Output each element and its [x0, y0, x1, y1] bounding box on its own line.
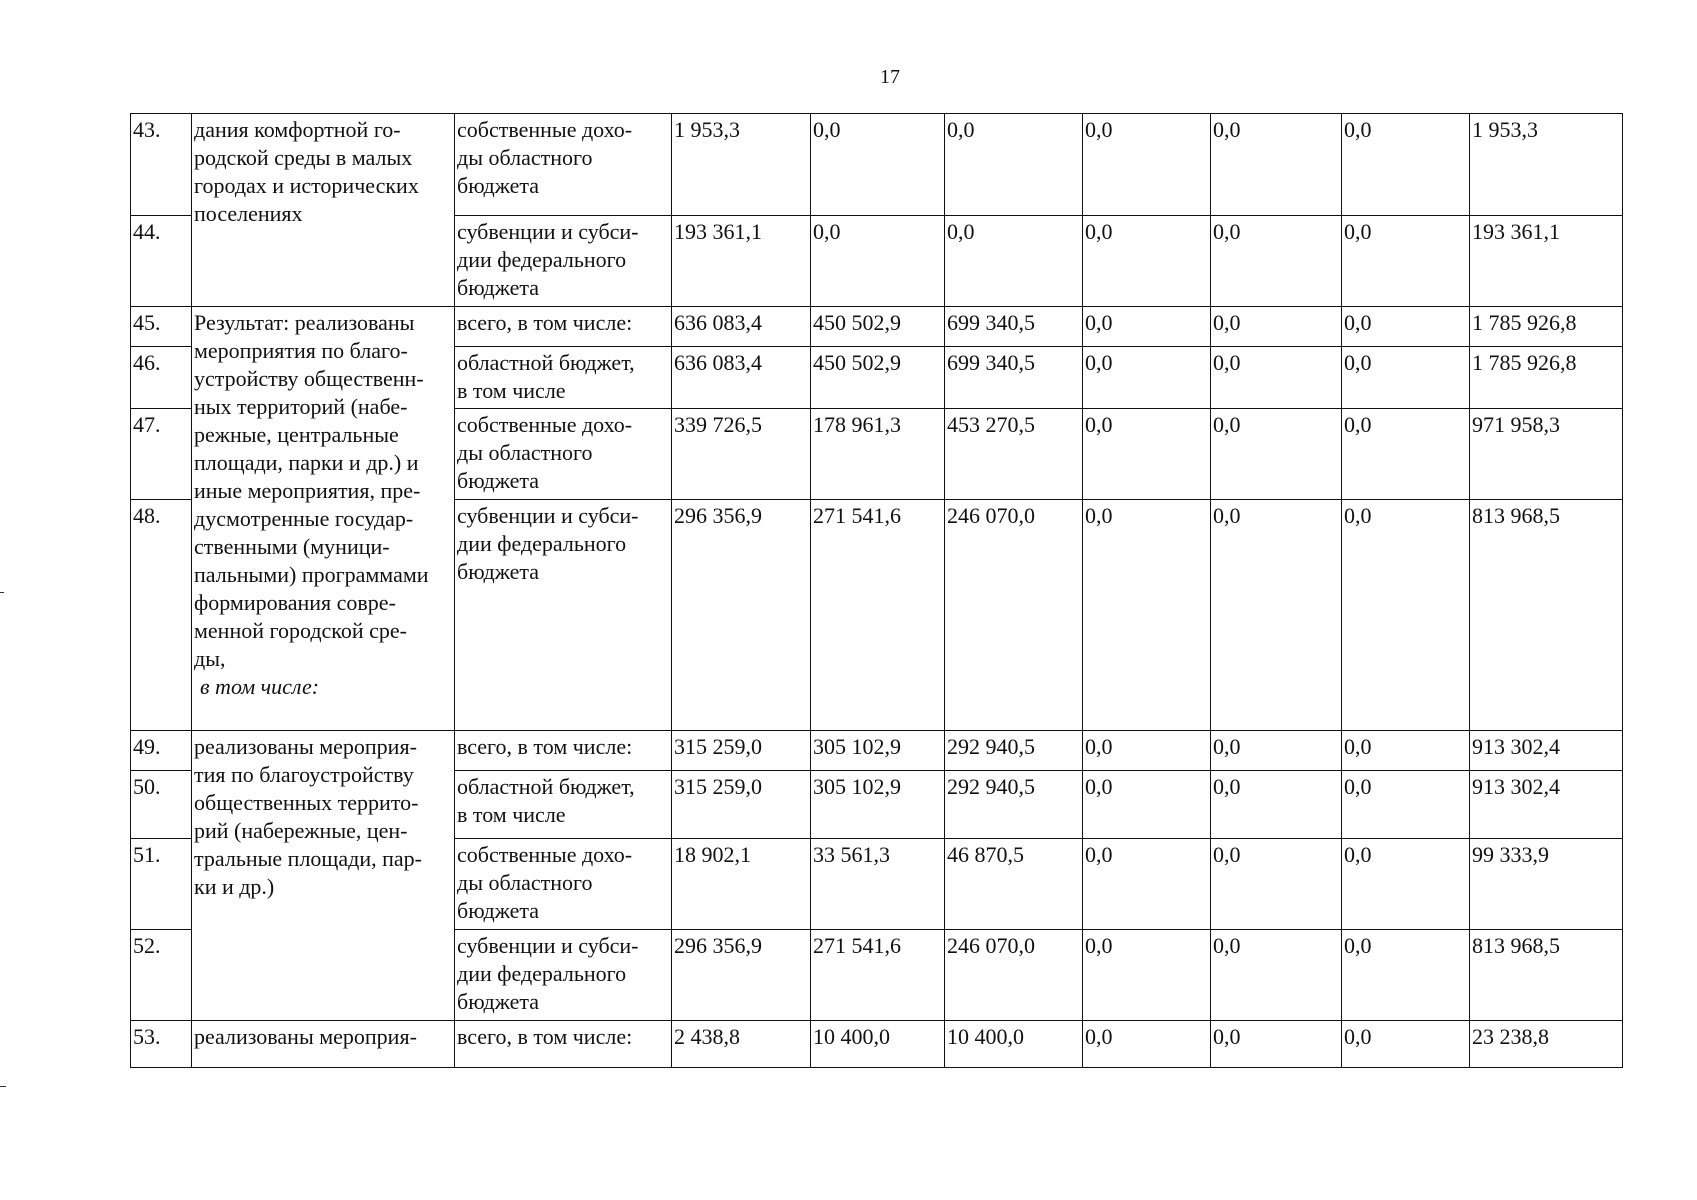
- value-year-1: 636 083,4: [672, 307, 811, 347]
- funding-source: собственные дохо- ды областного бюджета: [455, 839, 672, 930]
- row-number: 46.: [131, 347, 192, 409]
- value-year-6: 0,0: [1342, 307, 1470, 347]
- value-total: 971 958,3: [1470, 409, 1623, 500]
- value-year-1: 296 356,9: [672, 930, 811, 1021]
- value-total: 813 968,5: [1470, 930, 1623, 1021]
- row-number: 51.: [131, 839, 192, 930]
- value-year-2: 305 102,9: [811, 731, 945, 771]
- value-year-3: 453 270,5: [945, 409, 1083, 500]
- value-year-2: 450 502,9: [811, 347, 945, 409]
- value-year-6: 0,0: [1342, 114, 1470, 216]
- budget-table: [130, 113, 1623, 1068]
- value-year-6: 0,0: [1342, 409, 1470, 500]
- description-suffix: в том числе:: [200, 674, 320, 699]
- measure-description: [192, 1021, 455, 1068]
- value-year-3: 0,0: [945, 216, 1083, 307]
- measure-description: [192, 731, 455, 1021]
- value-year-4: 0,0: [1083, 409, 1211, 500]
- value-total: 193 361,1: [1470, 216, 1623, 307]
- value-year-1: 339 726,5: [672, 409, 811, 500]
- value-total: 813 968,5: [1470, 500, 1623, 731]
- table-body: [131, 114, 1623, 1068]
- value-year-4: 0,0: [1083, 347, 1211, 409]
- value-year-1: 193 361,1: [672, 216, 811, 307]
- value-year-6: 0,0: [1342, 1021, 1470, 1068]
- page-number: 17: [880, 66, 900, 88]
- value-year-3: 0,0: [945, 114, 1083, 216]
- value-year-5: 0,0: [1211, 731, 1342, 771]
- value-year-4: 0,0: [1083, 114, 1211, 216]
- value-year-4: 0,0: [1083, 731, 1211, 771]
- funding-source: всего, в том числе:: [455, 1021, 672, 1068]
- row-number: 43.: [131, 114, 192, 216]
- value-year-6: 0,0: [1342, 930, 1470, 1021]
- value-year-6: 0,0: [1342, 731, 1470, 771]
- row-number: 45.: [131, 307, 192, 347]
- value-year-2: 178 961,3: [811, 409, 945, 500]
- funding-source: всего, в том числе:: [455, 307, 672, 347]
- value-year-2: 271 541,6: [811, 930, 945, 1021]
- row-number: 53.: [131, 1021, 192, 1068]
- value-year-5: 0,0: [1211, 500, 1342, 731]
- funding-source: областной бюджет, в том числе: [455, 771, 672, 839]
- row-number: 52.: [131, 930, 192, 1021]
- value-year-5: 0,0: [1211, 347, 1342, 409]
- funding-source: субвенции и субси- дии федерального бюджета: [455, 216, 672, 307]
- funding-source: субвенции и субси- дии федерального бюджета: [455, 500, 672, 731]
- value-total: 913 302,4: [1470, 731, 1623, 771]
- value-year-3: 292 940,5: [945, 771, 1083, 839]
- value-year-5: 0,0: [1211, 930, 1342, 1021]
- value-year-1: 2 438,8: [672, 1021, 811, 1068]
- value-year-2: 33 561,3: [811, 839, 945, 930]
- row-number: 44.: [131, 216, 192, 307]
- row-number: 48.: [131, 500, 192, 731]
- value-year-5: 0,0: [1211, 307, 1342, 347]
- table-row: [131, 307, 1623, 347]
- table-row: [131, 1021, 1623, 1068]
- value-year-3: 246 070,0: [945, 500, 1083, 731]
- value-year-3: 246 070,0: [945, 930, 1083, 1021]
- value-year-4: 0,0: [1083, 500, 1211, 731]
- value-year-3: 46 870,5: [945, 839, 1083, 930]
- margin-mark-left-bottom: [0, 1086, 6, 1087]
- value-year-3: 10 400,0: [945, 1021, 1083, 1068]
- value-year-1: 296 356,9: [672, 500, 811, 731]
- row-number: 47.: [131, 409, 192, 500]
- funding-source: собственные дохо- ды областного бюджета: [455, 114, 672, 216]
- value-year-2: 271 541,6: [811, 500, 945, 731]
- value-year-6: 0,0: [1342, 771, 1470, 839]
- measure-description: [192, 114, 455, 307]
- value-year-6: 0,0: [1342, 216, 1470, 307]
- value-year-5: 0,0: [1211, 1021, 1342, 1068]
- value-total: 99 333,9: [1470, 839, 1623, 930]
- description-text: реализованы мероприя- тия по благоустройству общественных террито- рий (набережные, цен- тральные площади, пар- ки и др.): [194, 734, 422, 899]
- value-year-2: 450 502,9: [811, 307, 945, 347]
- measure-description: [192, 307, 455, 731]
- funding-source: всего, в том числе:: [455, 731, 672, 771]
- value-year-2: 0,0: [811, 114, 945, 216]
- value-year-1: 315 259,0: [672, 731, 811, 771]
- value-year-1: 636 083,4: [672, 347, 811, 409]
- value-year-1: 18 902,1: [672, 839, 811, 930]
- value-total: 23 238,8: [1470, 1021, 1623, 1068]
- funding-source: собственные дохо- ды областного бюджета: [455, 409, 672, 500]
- value-year-2: 305 102,9: [811, 771, 945, 839]
- value-total: 1 785 926,8: [1470, 307, 1623, 347]
- funding-source: областной бюджет, в том числе: [455, 347, 672, 409]
- margin-mark-left: [0, 592, 4, 593]
- value-year-4: 0,0: [1083, 307, 1211, 347]
- row-number: 49.: [131, 731, 192, 771]
- value-year-6: 0,0: [1342, 500, 1470, 731]
- value-year-6: 0,0: [1342, 347, 1470, 409]
- value-year-3: 699 340,5: [945, 347, 1083, 409]
- value-year-5: 0,0: [1211, 409, 1342, 500]
- funding-source: субвенции и субси- дии федерального бюджета: [455, 930, 672, 1021]
- value-total: 913 302,4: [1470, 771, 1623, 839]
- value-total: 1 785 926,8: [1470, 347, 1623, 409]
- row-number: 50.: [131, 771, 192, 839]
- value-year-3: 292 940,5: [945, 731, 1083, 771]
- value-year-2: 10 400,0: [811, 1021, 945, 1068]
- table-row: [131, 114, 1623, 216]
- table-row: [131, 731, 1623, 771]
- value-year-4: 0,0: [1083, 1021, 1211, 1068]
- value-year-6: 0,0: [1342, 839, 1470, 930]
- value-year-4: 0,0: [1083, 930, 1211, 1021]
- value-year-4: 0,0: [1083, 839, 1211, 930]
- value-year-1: 1 953,3: [672, 114, 811, 216]
- value-year-4: 0,0: [1083, 216, 1211, 307]
- value-total: 1 953,3: [1470, 114, 1623, 216]
- value-year-1: 315 259,0: [672, 771, 811, 839]
- description-text: дания комфортной го- родской среды в малых городах и исторических поселениях: [194, 117, 419, 226]
- value-year-5: 0,0: [1211, 839, 1342, 930]
- value-year-5: 0,0: [1211, 216, 1342, 307]
- value-year-5: 0,0: [1211, 114, 1342, 216]
- description-text: Результат: реализованы мероприятия по благо- устройству общественн- ных территорий (набе- режные, центральные площади, парки и др.) и иные мероприятия, пре- дусмотренные государ- ственными (муници- пальными) программами формирования совре- менной городской сре- ды,: [194, 310, 429, 671]
- description-text: реализованы мероприя-: [194, 1024, 417, 1049]
- value-year-5: 0,0: [1211, 771, 1342, 839]
- value-year-3: 699 340,5: [945, 307, 1083, 347]
- value-year-2: 0,0: [811, 216, 945, 307]
- value-year-4: 0,0: [1083, 771, 1211, 839]
